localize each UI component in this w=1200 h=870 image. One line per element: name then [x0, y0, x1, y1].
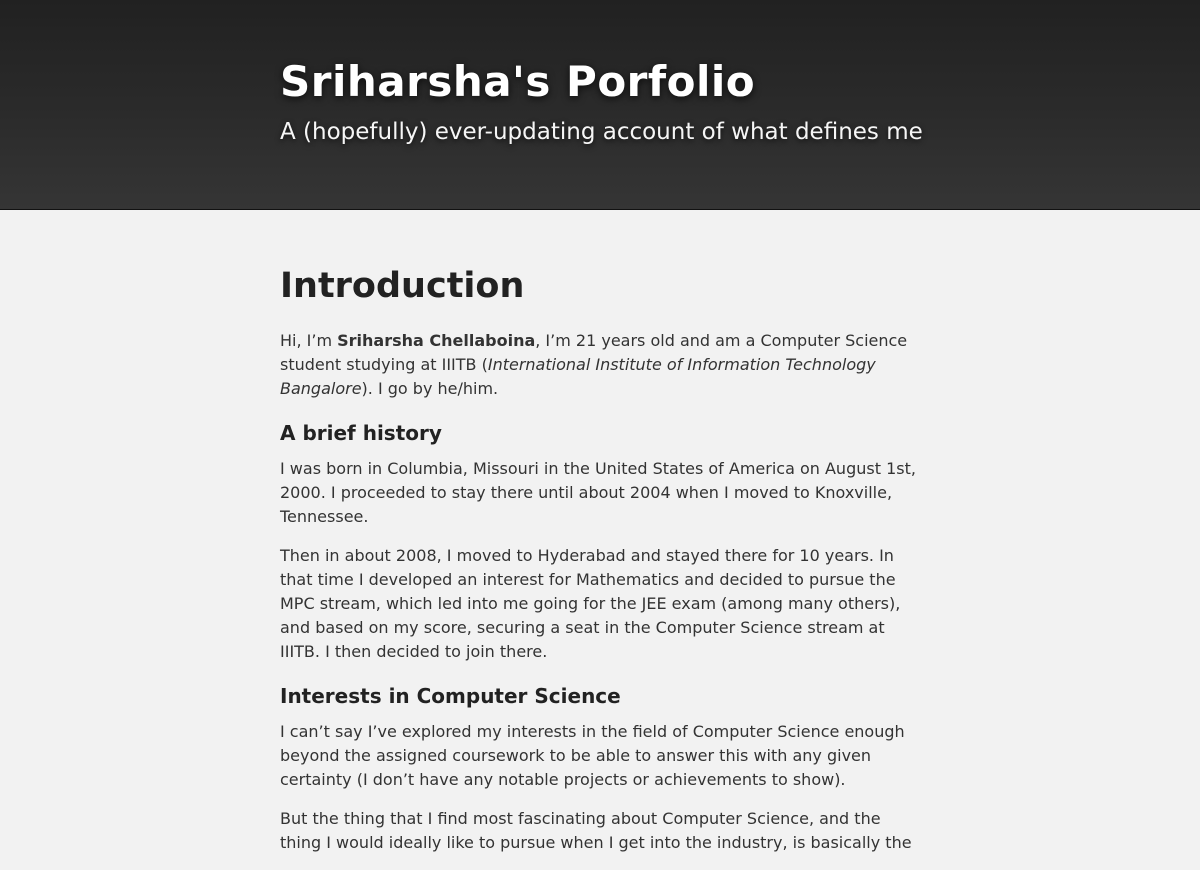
site-subtitle: A (hopefully) ever-updating account of what defines me [280, 119, 923, 145]
interests-heading: Interests in Computer Science [280, 684, 621, 708]
intro-text-end: ). I go by he/him. [361, 379, 499, 398]
intro-text-middle: , I’m 21 years old and am a Computer Science student studying at IIITB ( [280, 331, 908, 374]
header-content [280, 54, 923, 148]
history-paragraph-1: I was born in Columbia, Missouri in the United States of America on August 1st, 2000. I proceeded to stay there until about 2004 when I moved to Knoxville, Tennessee. [280, 459, 916, 526]
interests-paragraph-2: But the thing that I find most fascinating about Computer Science, and the thing I would ideally like to pursue when I get into the industry, is basically the [280, 809, 912, 852]
interests-paragraph-1: I can’t say I’ve explored my interests in the field of Computer Science enough beyond the assigned coursework to be able to answer this with any given certainty (I don’t have any notable projects or achievements to show). [280, 722, 905, 789]
history-heading: A brief history [280, 421, 442, 445]
introduction-heading: Introduction [280, 266, 525, 306]
intro-paragraph [280, 329, 920, 401]
author-name: Sriharsha Chellaboina [337, 331, 536, 350]
main-content [280, 258, 920, 870]
page-header [0, 0, 1200, 210]
history-paragraph-2: Then in about 2008, I moved to Hyderabad and stayed there for 10 years. In that time I developed an interest for Mathematics and decided to pursue the MPC stream, which led into me going for the JEE exam (among many others), and based on my score, securing a seat in the Computer Science stream at IIITB. I then decided to join there. [280, 546, 901, 661]
intro-text-start: Hi, I’m [280, 331, 338, 350]
institute-name: International Institute of Information Technology Bangalore [280, 355, 876, 398]
site-title: Sriharsha's Porfolio [280, 57, 756, 106]
